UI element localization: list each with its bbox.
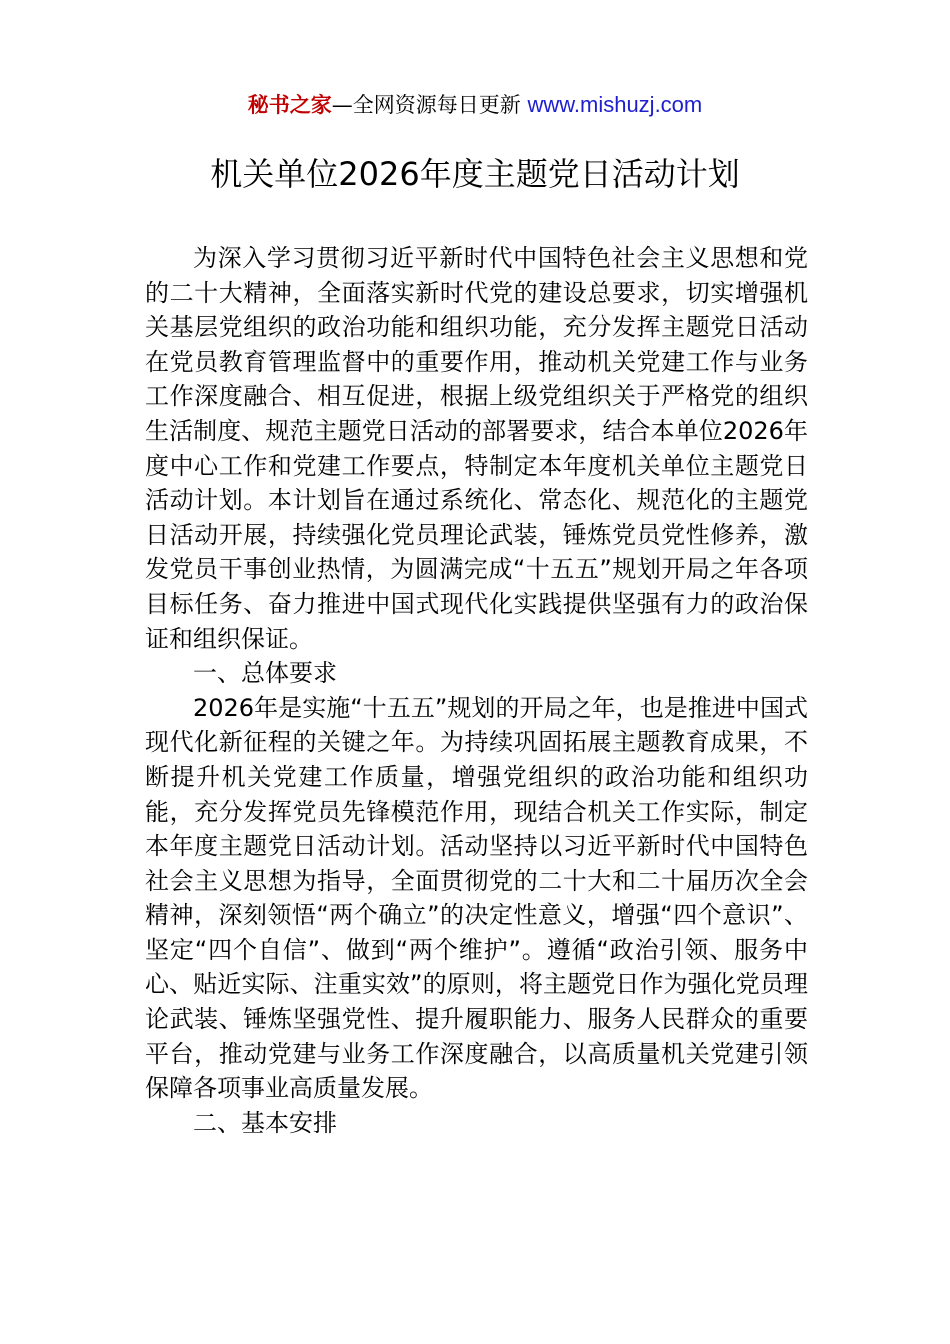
section-heading-basic-arrangements: 二、基本安排 <box>193 1108 337 1137</box>
document-title: 机关单位2026年度主题党日活动计划 <box>210 155 740 193</box>
site-tagline: —全网资源每日更新 <box>331 93 521 117</box>
site-header <box>0 90 950 120</box>
intro-paragraph: 为深入学习贯彻习近平新时代中国特色社会主义思想和党的二十大精神，全面落实新时代党的建设总要求，切实增强机关基层党组织的政治功能和组织功能，充分发挥主题党日活动在党员教育管理监督中的重要作用，推动机关党建工作与业务工作深度融合、相互促进，根据上级党组织关于严格党的组织生活制度、规范主题党日活动的部署要求，结合本单位2026年度中心工作和党建工作要点，特制定本年度机关单位主题党日活动计划。本计划旨在通过系统化、常态化、规范化的主题党日活动开展，持续强化党员理论武装，锤炼党员党性修养，激发党员干事创业热情，为圆满完成“十五五”规划开局之年各项目标任务、奋力推进中国式现代化实践提供坚强有力的政治保证和组织保证。 <box>145 244 808 653</box>
site-brand: 秘书之家 <box>247 93 332 117</box>
section-heading-general-requirements: 一、总体要求 <box>193 659 337 688</box>
site-url-link[interactable]: www.mishuzj.com <box>527 92 703 117</box>
document-body <box>145 241 808 1140</box>
general-requirements-paragraph: 2026年是实施“十五五”规划的开局之年，也是推进中国式现代化新征程的关键之年。为持续巩固拓展主题教育成果，不断提升机关党建工作质量，增强党组织的政治功能和组织功能，充分发挥党员先锋模范作用，现结合机关工作实际，制定本年度主题党日活动计划。活动坚持以习近平新时代中国特色社会主义思想为指导，全面贯彻党的二十大和二十届历次全会精神，深刻领悟“两个确立”的决定性意义，增强“四个意识”、坚定“四个自信”、做到“两个维护”。遵循“政治引领、服务中心、贴近实际、注重实效”的原则，将主题党日作为强化党员理论武装、锤炼坚强党性、提升履职能力、服务人民群众的重要平台，推动党建与业务工作深度融合，以高质量机关党建引领保障各项事业高质量发展。 <box>145 693 808 1103</box>
